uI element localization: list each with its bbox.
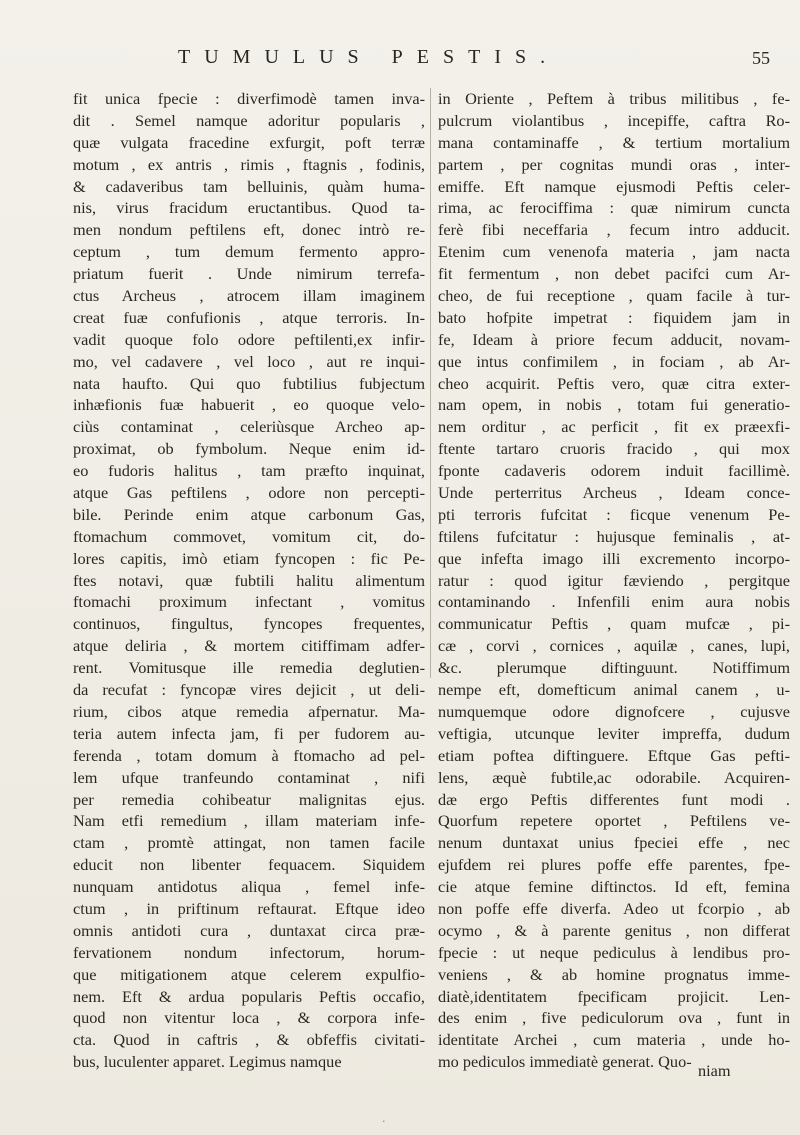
text-line: cæ , corvi , cornices , aquilæ , canes, lupi,: [438, 636, 790, 656]
text-line: eo fudoris halitus , tam præfto inquinat,: [73, 461, 425, 481]
text-line: bile. Perinde enim atque carbonum Gas,: [73, 504, 425, 524]
text-line: ftomachi proximum infectant , vomitus: [73, 592, 425, 612]
text-line: in Oriente , Peftem à tribus militibus , fe-: [438, 89, 790, 108]
text-line: priatum fuerit . Unde nimirum terrefa-: [73, 264, 425, 284]
text-line: veftigia, utcunque leviter impreffa, dudum: [438, 723, 790, 743]
text-line: per remedia cohibeatur malignitas ejus.: [73, 789, 425, 809]
text-line: nata haufto. Qui quo fubtilius fubjectum: [73, 373, 425, 393]
text-line: ctus Archeus , atrocem illam imaginem: [73, 286, 425, 306]
text-line: mo pediculos immediatè generat. Quo-: [438, 1052, 692, 1072]
text-line: Etenim cum venenofa materia , jam nacta: [438, 242, 790, 262]
text-line: pulcrum violantibus , incepiffe, caftra Ro-: [438, 110, 790, 130]
text-line: mana contaminaffe , & tertium mortalium: [438, 132, 790, 152]
right-text-column: [438, 88, 790, 1073]
column-divider: [430, 88, 431, 678]
text-line: fe, Ideam à priore fecum adducit, novam-: [438, 329, 790, 349]
text-line: creat fuæ confufionis , atque terroris. In-: [73, 307, 425, 327]
text-line: ocymo , & à parente genitus , non differat: [438, 920, 790, 940]
text-line: ejufdem rei plures poffe effe parentes, fpe-: [438, 855, 790, 875]
text-line: ferenda , totam domum à ftomacho ad pel-: [73, 745, 425, 765]
text-line: ferè fibi neceffaria , fecum intro adducit.: [438, 220, 790, 240]
text-line: bato hofpite impetrat : fiquidem jam in: [438, 307, 790, 327]
text-line: fpecie : ut neque pediculus à lendibus pro-: [438, 942, 790, 962]
text-line: cheo acquirit. Peftis vero, quæ citra exter-: [438, 373, 790, 393]
text-line: que mitigationem atque celerem expulfio-: [73, 964, 425, 984]
text-line: vadit quoque folo odore peftilenti,ex infir-: [73, 329, 425, 349]
text-line: identitate Archei , cum materia , unde ho-: [438, 1030, 790, 1050]
text-line: quæ vulgata fracedine exfurgit, poft terræ: [73, 132, 425, 152]
text-line: ftente tartaro cruoris fracido , qui mox: [438, 439, 790, 459]
text-line: dit . Semel namque adoritur popularis ,: [73, 110, 425, 130]
text-line: continuos, fingultus, fyncopes frequentes,: [73, 614, 425, 634]
text-line: diatè,identitatem fpecificam projicit. Len-: [438, 986, 790, 1006]
text-line: Quorfum repetere oportet , Peftilens ve-: [438, 811, 790, 831]
text-line: non poffe effe diverfa. Adeo ut fcorpio , ab: [438, 898, 790, 918]
text-line: rima, ac ferociffima : quæ nimirum cuncta: [438, 198, 790, 218]
text-line: atque deliria , & mortem citiffimam adfer-: [73, 636, 425, 656]
text-line: fervationem nondum infectorum, horum-: [73, 942, 425, 962]
running-title: TUMULUS PESTIS.: [178, 46, 560, 68]
text-line: fit unica fpecie : diverfimodè tamen inva-: [73, 89, 425, 108]
text-line: ftes notavi, quæ fubtili halitu alimentum: [73, 570, 425, 590]
text-line: que intus confimilem , in fociam , ab Ar-: [438, 351, 790, 371]
text-line: contaminando . Infenfili enim aura nobis: [438, 592, 790, 612]
footer-mark: .: [382, 1112, 386, 1125]
text-line: rent. Vomitusque ille remedia deglutien-: [73, 658, 425, 678]
page-number: 55: [752, 48, 770, 68]
text-line: lem ufque tranfeundo contaminat , nifi: [73, 767, 425, 787]
text-line: cta. Quod in caftris , & obfeffis civitati-: [73, 1030, 425, 1050]
text-line: motum , ex antris , rimis , ftagnis , fodinis,: [73, 154, 425, 174]
text-line: ciùs contaminat , celeriùsque Archeo ap-: [73, 417, 425, 437]
text-line: dæ ergo Peftis differentes funt modi .: [438, 789, 790, 809]
text-line: & cadaveribus tam belluinis, quàm huma-: [73, 176, 425, 196]
text-line: nem. Eft & ardua popularis Peftis occafio,: [73, 986, 425, 1006]
text-line: ftomachum commovet, vomitum cit, do-: [73, 526, 425, 546]
text-line: bus, luculenter apparet. Legimus namque: [73, 1052, 342, 1072]
text-line: teria autem infecta jam, fi per fudorem au-: [73, 723, 425, 743]
text-line: emiffe. Eft namque ejusmodi Peftis celer-: [438, 176, 790, 196]
text-line: lores capitis, imò etiam fyncopen : fic Pe-: [73, 548, 425, 568]
text-line: nis, virus fracidum eructantibus. Quod ta-: [73, 198, 425, 218]
text-line: educit non libenter fequacem. Siquidem: [73, 855, 425, 875]
text-line: omnis antidoti cura , duntaxat circa præ-: [73, 920, 425, 940]
text-line: ctam , promtè attingat, non tamen facile: [73, 833, 425, 853]
text-line: partem , per cognitas mundi oras , inter-: [438, 154, 790, 174]
text-line: pti terroris fufcitat : ficque venenum Pe-: [438, 504, 790, 524]
text-line: proximat, ob fymbolum. Neque enim id-: [73, 439, 425, 459]
text-line: inhæfionis fuæ habuerit , eo quoque velo-: [73, 395, 425, 415]
text-line: que infefta imago illi excremento incorpo-: [438, 548, 790, 568]
text-line: numquemque odore dignofcere , cujusve: [438, 701, 790, 721]
text-line: nenum duntaxat unius fpeciei effe , nec: [438, 833, 790, 853]
text-line: Nam etfi remedium , illam materiam infe-: [73, 811, 425, 831]
text-line: mo, vel cadavere , vel loco , aut re inqui-: [73, 351, 425, 371]
text-line: des enim , five pediculorum ova , funt in: [438, 1008, 790, 1028]
text-line: atque Gas peftilens , odore non percepti-: [73, 483, 425, 503]
text-line: &c. plerumque diftinguunt. Notiffimum: [438, 658, 790, 678]
text-line: ceptum , tum demum fermento appro-: [73, 242, 425, 262]
text-line: cie atque femine diftinctos. Id eft, femina: [438, 877, 790, 897]
text-line: quod non vitentur loca , & corpora infe-: [73, 1008, 425, 1028]
text-line: nem orditur , ac perficit , fit ex præexfi-: [438, 417, 790, 437]
text-line: nunquam antidotus aliqua , femel infe-: [73, 877, 425, 897]
text-line: ratur : quod igitur fæviendo , pergitque: [438, 570, 790, 590]
text-line: nam opem, in nobis , totam fui generatio-: [438, 395, 790, 415]
text-line: nempe eft, domefticum animal canem , u-: [438, 680, 790, 700]
text-line: ctum , in priftinum reftaurat. Eftque ideo: [73, 898, 425, 918]
text-line: fponte cadaveris odorem induit facillimè.: [438, 461, 790, 481]
text-line: fit fermentum , non debet pacifci cum Ar-: [438, 264, 790, 284]
text-line: communicatur Peftis , quam mufcæ , pi-: [438, 614, 790, 634]
left-text-column: [73, 88, 425, 1073]
text-line: ftilens fufcitatur : hujusque feminalis , at-: [438, 526, 790, 546]
text-line: da recufat : fyncopæ vires dejicit , ut deli-: [73, 680, 425, 700]
text-line: veniens , & ab homine prognatus imme-: [438, 964, 790, 984]
page-header: [0, 46, 800, 76]
text-line: men nondum peftilens eft, donec intrò re-: [73, 220, 425, 240]
catchword: niam: [698, 1061, 731, 1080]
text-line: rium, cibos atque remedia afpernatur. Ma-: [73, 701, 425, 721]
text-line: lens, æquè fubtile,ac odorabile. Acquiren-: [438, 767, 790, 787]
text-line: cheo, de fui receptione , quam facile à tur-: [438, 286, 790, 306]
text-line: Unde perterritus Archeus , Ideam conce-: [438, 483, 790, 503]
text-line: etiam poftea diftinguere. Eftque Gas pefti-: [438, 745, 790, 765]
